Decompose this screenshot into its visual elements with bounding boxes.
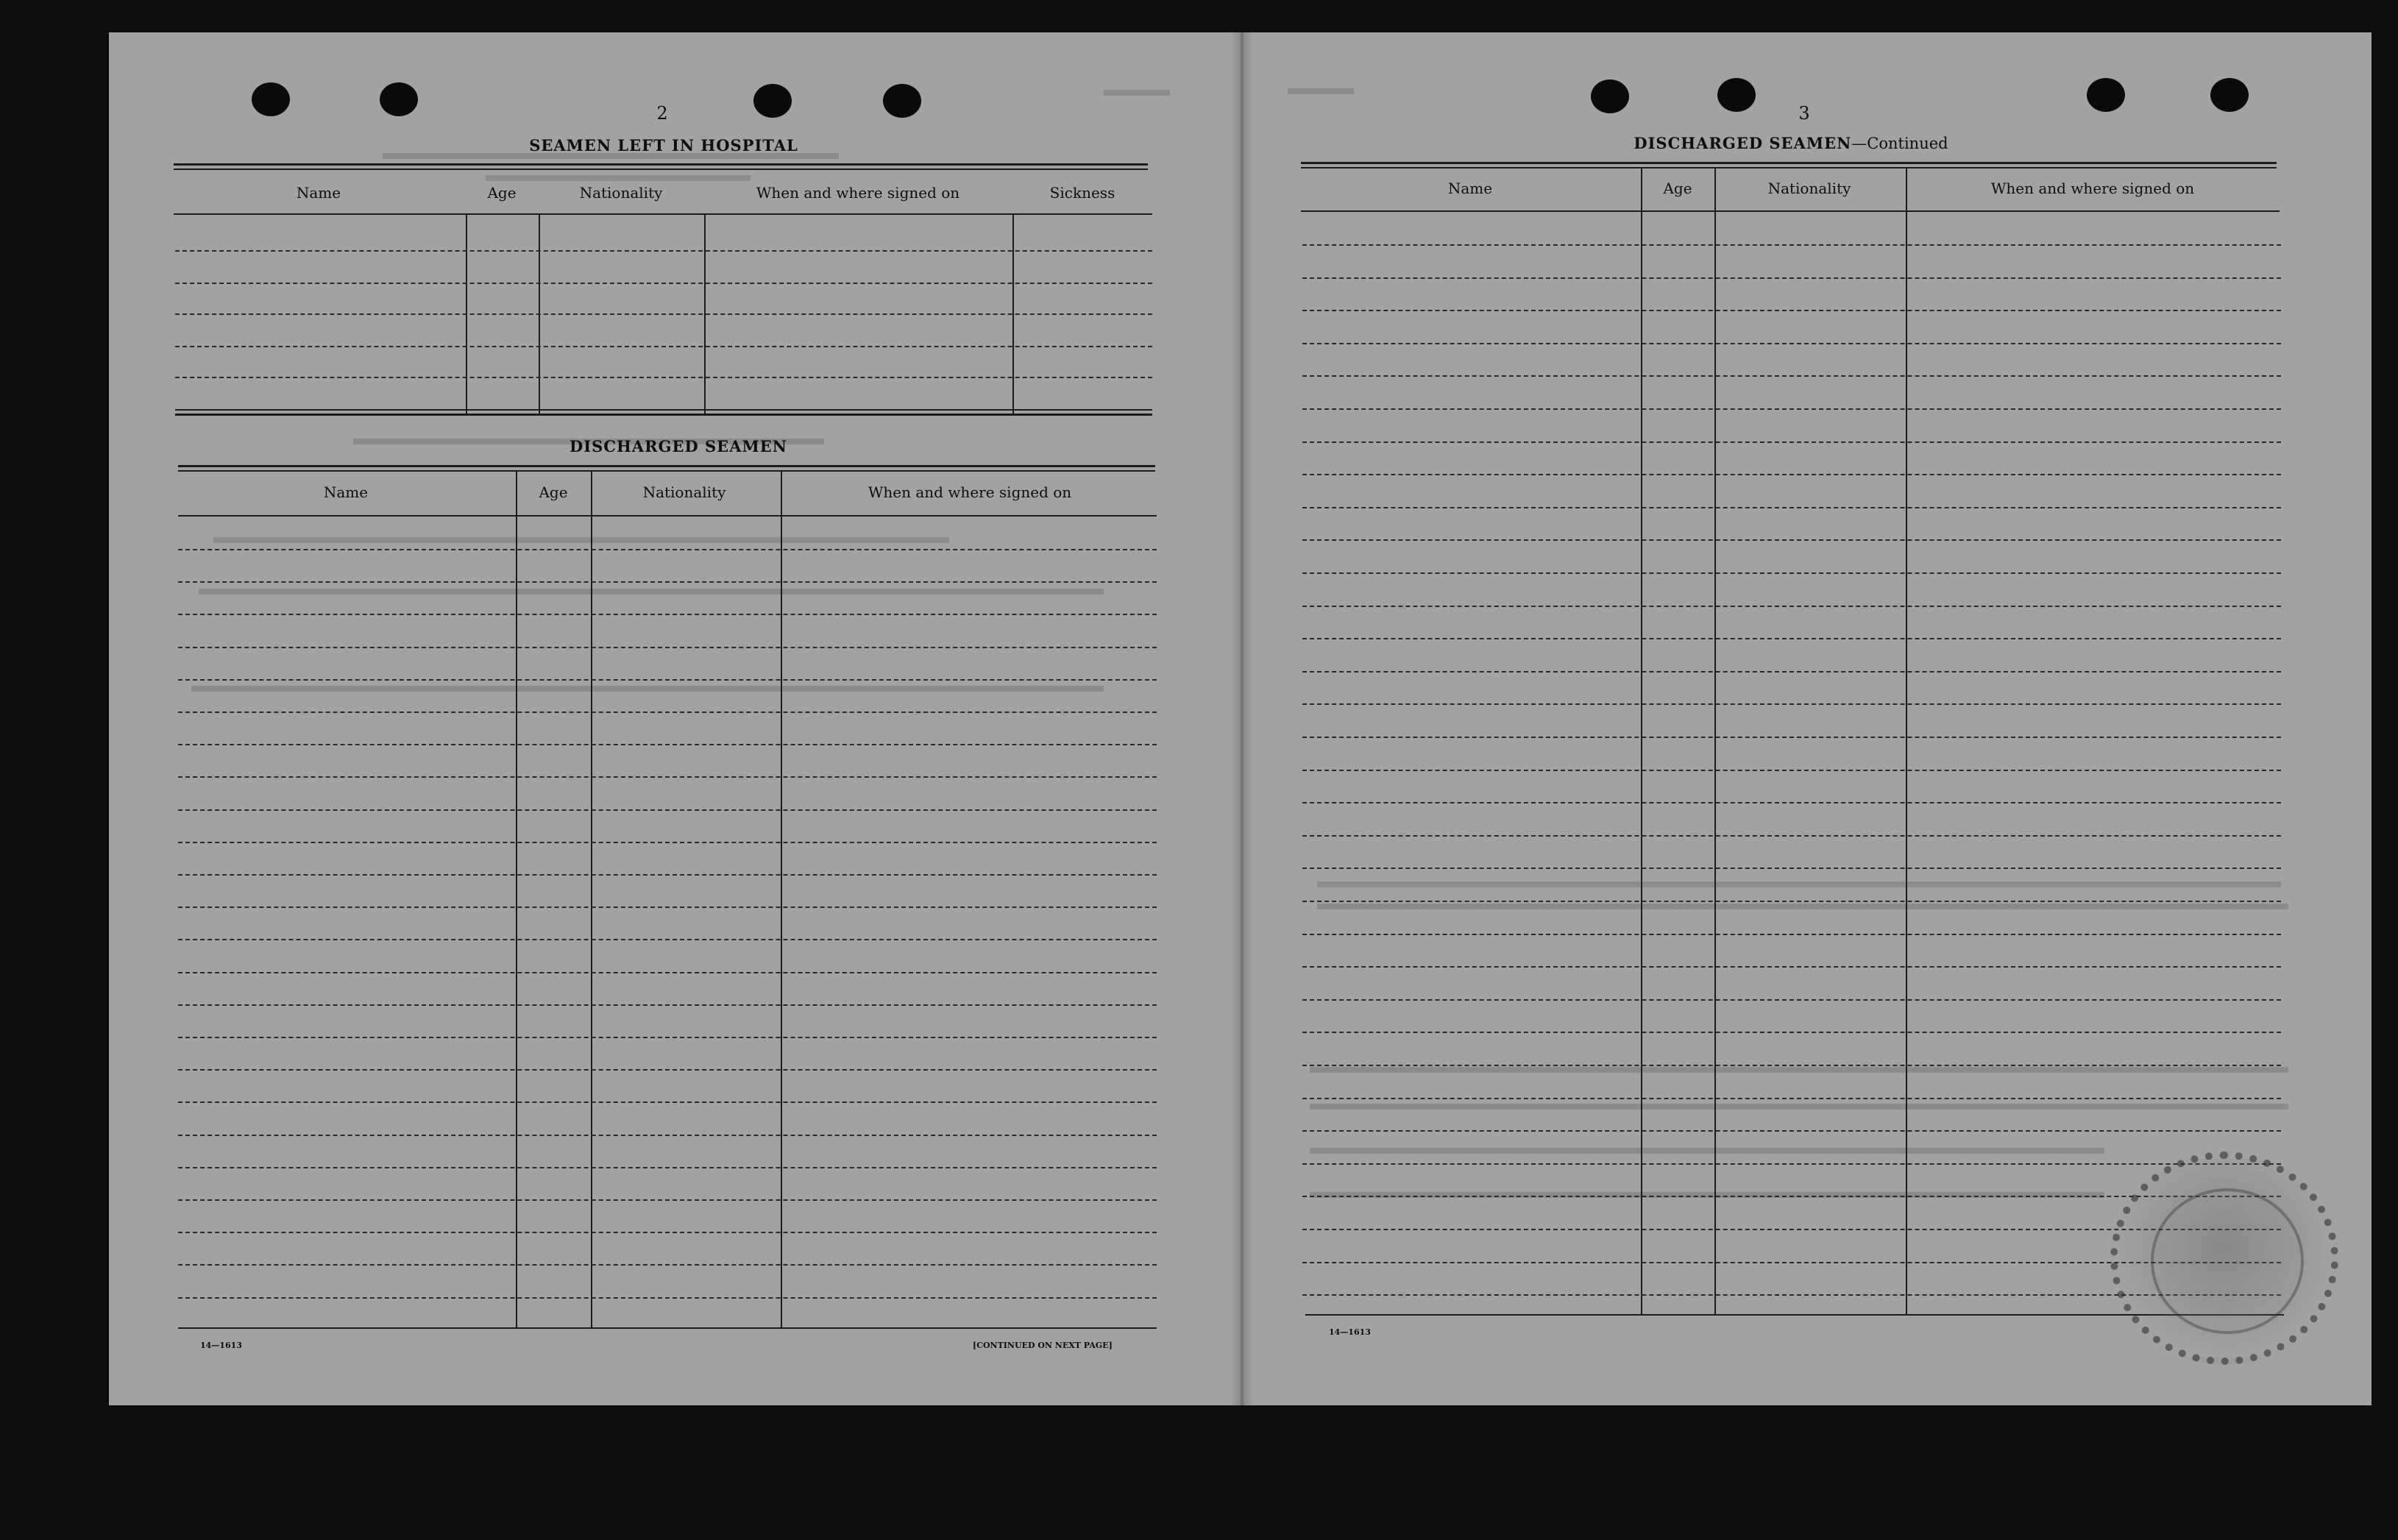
table-row [178, 1297, 1157, 1299]
table-row [1302, 737, 2281, 738]
stamp-inner-ring [2151, 1188, 2304, 1334]
hospital-col-sickness: Sickness [1049, 184, 1115, 202]
table-row [1302, 606, 2281, 607]
table-row [1302, 441, 2281, 443]
table-row [178, 1199, 1157, 1201]
table-row [178, 549, 1157, 550]
bleed-through-mark [1317, 904, 2288, 909]
table-row [1302, 999, 2281, 1001]
bleed-through-mark [1104, 90, 1170, 96]
bleed-through-mark [1317, 881, 2281, 887]
hospital-table-top-rule [174, 163, 1148, 166]
table-row [178, 939, 1157, 940]
table-row [175, 346, 1152, 347]
table-row [1302, 343, 2281, 344]
form-number: 14—1613 [1329, 1327, 1371, 1337]
right-col-divider [1641, 168, 1642, 1316]
hospital-col-age: Age [487, 184, 517, 202]
bleed-through-mark [1310, 1067, 2288, 1073]
table-row [1302, 507, 2281, 508]
discharged-col-age: Age [539, 483, 568, 501]
table-row [178, 614, 1157, 615]
table-row [1302, 835, 2281, 837]
discharged-continued-title [1633, 134, 1948, 152]
table-row [178, 1232, 1157, 1233]
table-row [178, 712, 1157, 713]
table-row [1302, 671, 2281, 673]
discharged-col-name: Name [323, 483, 369, 501]
form-number: 14—1613 [200, 1341, 242, 1350]
table-row [1302, 867, 2281, 869]
table-row [178, 1135, 1157, 1136]
punch-hole [380, 82, 418, 116]
hospital-col-name: Name [296, 184, 341, 202]
hospital-col-signed-on: When and where signed on [756, 184, 960, 202]
table-row [1302, 638, 2281, 639]
table-row [178, 679, 1157, 681]
received-stamp [2110, 1152, 2338, 1365]
punch-hole [252, 82, 290, 116]
hospital-section-title: SEAMEN LEFT IN HOSPITAL [529, 136, 798, 155]
table-row [178, 972, 1157, 973]
table-row [175, 377, 1152, 378]
page-fold [1231, 32, 1253, 1405]
table-row [1302, 474, 2281, 475]
table-row [178, 842, 1157, 843]
punch-hole [2210, 78, 2249, 112]
table-row [1302, 966, 2281, 968]
table-row [1302, 310, 2281, 311]
punch-hole [1717, 78, 1756, 112]
right-header-rule [1301, 210, 2280, 212]
table-row [178, 776, 1157, 778]
discharged-col-signed-on: When and where signed on [868, 483, 1072, 501]
right-col-name: Name [1447, 180, 1493, 197]
table-row [178, 874, 1157, 876]
right-col-nationality: Nationality [1767, 180, 1851, 197]
table-row [1302, 1163, 2281, 1165]
continued-note: [CONTINUED ON NEXT PAGE] [973, 1341, 1113, 1350]
bleed-through-mark [1288, 88, 1354, 94]
right-table-top-rule [1301, 162, 2277, 164]
table-row [1302, 277, 2281, 279]
bleed-through-mark [486, 175, 751, 181]
discharged-header-rule [178, 515, 1157, 517]
table-row [178, 647, 1157, 648]
bleed-through-mark [1310, 1148, 2104, 1154]
discharged-table-top-rule [178, 465, 1155, 467]
table-row [1302, 901, 2281, 902]
punch-hole [2087, 78, 2125, 112]
table-row [178, 581, 1157, 583]
right-table-top-rule [1301, 167, 2277, 168]
table-row [178, 1004, 1157, 1006]
punch-hole [753, 84, 792, 118]
right-col-signed-on: When and where signed on [1990, 180, 2195, 197]
table-row [1302, 934, 2281, 935]
table-row [178, 809, 1157, 811]
table-row [1302, 802, 2281, 803]
discharged-table-top-rule [178, 470, 1155, 472]
punch-hole [1591, 79, 1629, 113]
table-row [1302, 1032, 2281, 1033]
table-row [175, 283, 1152, 284]
discharged-continued-title-main: DISCHARGED SEAMEN [1633, 134, 1852, 152]
table-row [1302, 1130, 2281, 1132]
table-row [175, 250, 1152, 252]
bleed-through-mark [213, 537, 949, 543]
hospital-table-bottom-rule [175, 414, 1152, 416]
bleed-through-mark [1310, 1104, 2288, 1110]
table-row [1302, 408, 2281, 410]
table-row [1302, 703, 2281, 705]
table-row [1302, 539, 2281, 541]
discharged-continued-title-suffix: —Continued [1851, 135, 1948, 152]
table-row [178, 1101, 1157, 1103]
page-number: 2 [656, 103, 668, 124]
table-row [1302, 375, 2281, 377]
table-row [1302, 572, 2281, 574]
punch-hole [883, 84, 921, 118]
table-row [178, 1037, 1157, 1038]
table-row [175, 313, 1152, 315]
table-row [178, 906, 1157, 908]
hospital-col-nationality: Nationality [579, 184, 663, 202]
discharged-table-bottom-rule [178, 1327, 1157, 1329]
table-row [1302, 1098, 2281, 1099]
table-row [178, 1264, 1157, 1266]
hospital-header-rule [174, 213, 1152, 215]
right-col-age: Age [1663, 180, 1692, 197]
bleed-through-mark [191, 686, 1104, 692]
table-row [1302, 244, 2281, 246]
discharged-section-title: DISCHARGED SEAMEN [570, 437, 787, 455]
page-number: 3 [1798, 103, 1810, 124]
bleed-through-mark [199, 589, 1104, 595]
hospital-table-top-rule [174, 168, 1148, 170]
discharged-col-nationality: Nationality [642, 483, 726, 501]
hospital-table-bottom-rule [175, 409, 1152, 411]
table-row [178, 1069, 1157, 1071]
table-row [1302, 770, 2281, 771]
table-row [178, 744, 1157, 745]
right-col-divider [1714, 168, 1716, 1316]
table-row [1302, 1065, 2281, 1066]
table-row [178, 1167, 1157, 1168]
right-col-divider [1906, 168, 1907, 1316]
